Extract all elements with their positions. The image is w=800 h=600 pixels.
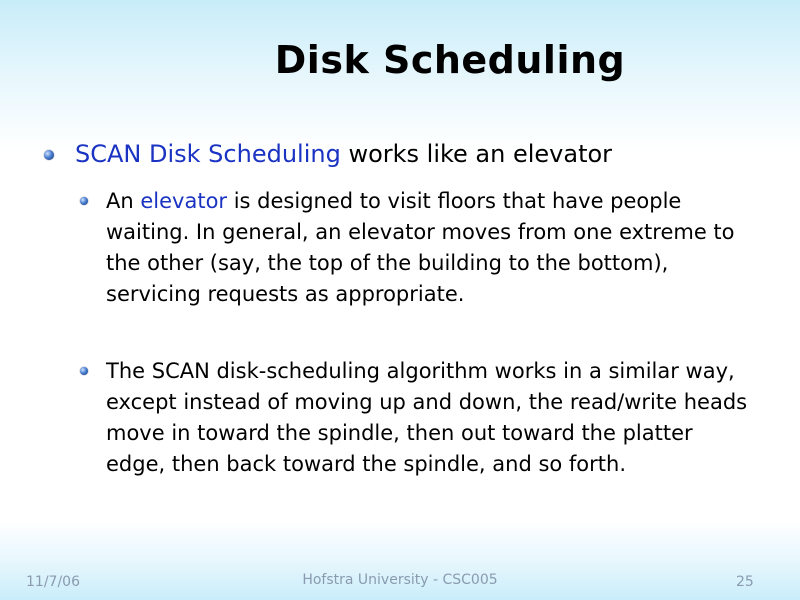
sub-bullet-scan <box>80 356 750 480</box>
bullet-dot-icon <box>80 197 88 205</box>
footer-page-number: 25 <box>736 574 754 590</box>
main-bullet-rest: works like an elevator <box>340 140 613 168</box>
slide-title: Disk Scheduling <box>274 38 626 82</box>
footer-date: 11/7/06 <box>26 574 80 590</box>
sub-bullet-highlight: elevator <box>140 189 228 213</box>
bullet-dot-icon <box>44 150 54 160</box>
main-bullet <box>44 138 612 170</box>
footer-center: Hofstra University - CSC005 <box>302 572 498 588</box>
sub-bullet-text: The SCAN disk-scheduling algorithm works in a similar way, except instead of moving up and down, the read/write heads move in toward the spindle, then out toward the platter edge, then back toward the spindle, and so forth. <box>106 359 748 476</box>
bullet-dot-icon <box>80 367 88 375</box>
main-bullet-text <box>75 138 612 170</box>
sub-bullet-rest: is designed to visit floors that have people waiting. In general, an elevator moves from one extreme to the other (say, the top of the building to the bottom), servicing requests as appropriate. <box>106 189 735 306</box>
sub-bullet-text <box>106 186 750 310</box>
main-bullet-highlight: SCAN Disk Scheduling <box>75 140 341 168</box>
sub-bullet-elevator <box>80 186 750 310</box>
sub-bullet-prefix: An <box>106 189 141 213</box>
